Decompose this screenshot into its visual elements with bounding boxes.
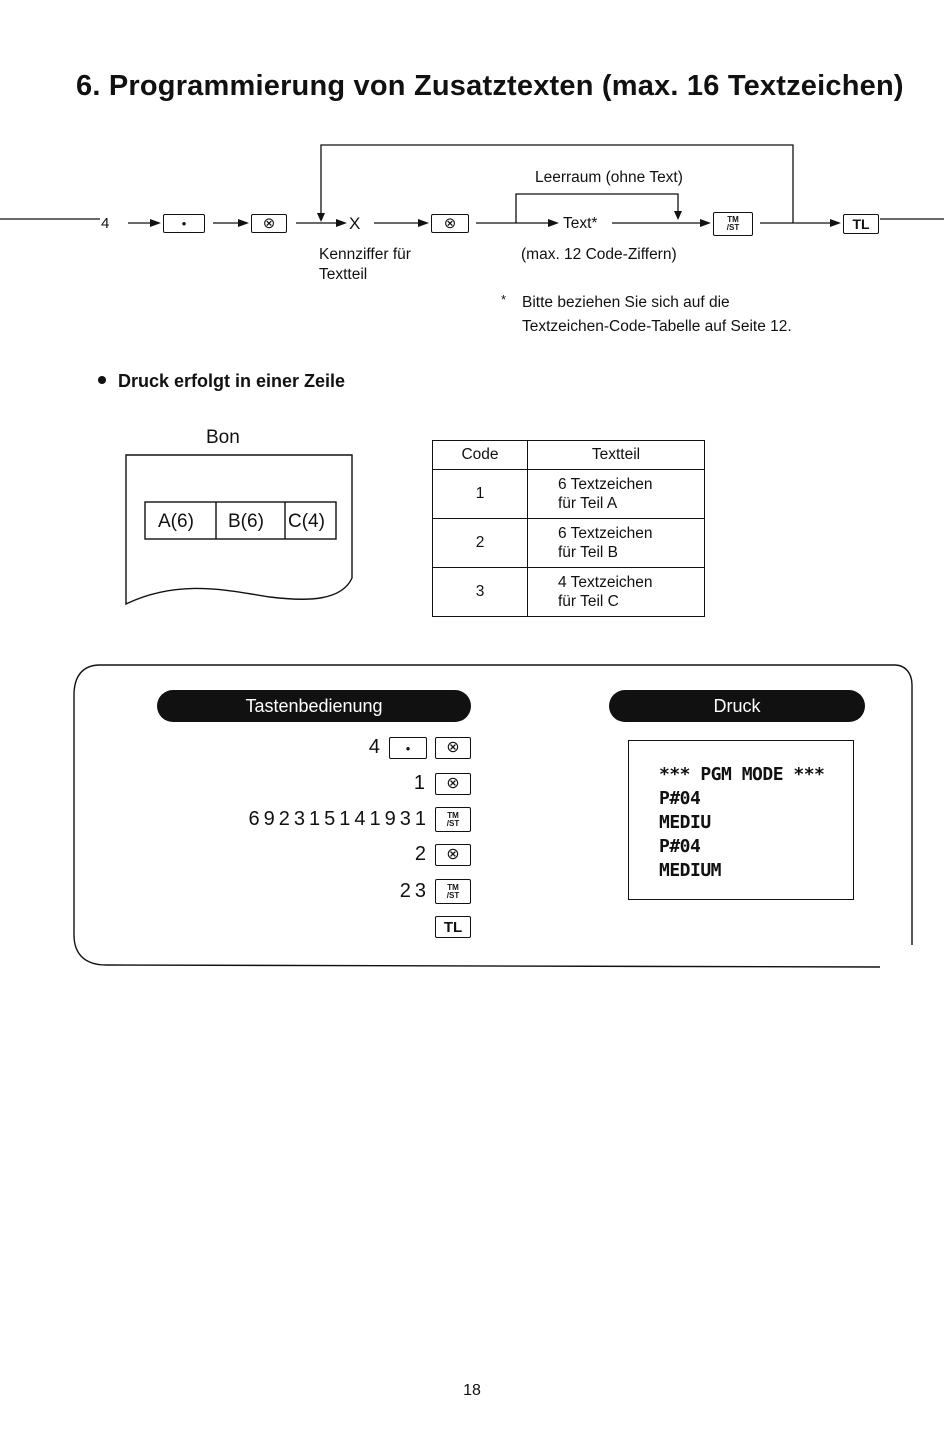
print-line-1: *** PGM MODE *** [659, 764, 825, 785]
multiply-key-1 [251, 214, 287, 233]
table-cell-textteil [528, 568, 705, 617]
cell-line1: 4 Textzeichen [558, 574, 653, 591]
table-cell-code: 3 [433, 568, 528, 617]
print-line-4: P#04 [659, 836, 701, 857]
cell-line2: für Teil B [558, 544, 619, 561]
druck-printout [628, 740, 854, 900]
op2-multiply-key [435, 773, 471, 795]
op2-number: 1 [413, 772, 429, 794]
cell-line1: 6 Textzeichen [558, 476, 653, 493]
bon-cell-b: B(6) [228, 511, 264, 532]
cell-line2: für Teil A [558, 495, 618, 512]
bullet-text: Druck erfolgt in einer Zeile [118, 371, 346, 391]
tl-key-label: TL [852, 216, 870, 232]
flow-start-number: 4 [101, 215, 110, 232]
footnote-line1: Bitte beziehen Sie sich auf die [522, 294, 730, 311]
cell-line2: für Teil C [558, 593, 619, 610]
print-line-5: MEDIUM [659, 860, 722, 881]
table-header-textteil: Textteil [528, 441, 705, 470]
tmst-bottom: /ST [446, 890, 460, 900]
footnote-line2: Textzeichen-Code-Tabelle auf Seite 12. [522, 318, 792, 335]
op4-number: 2 [414, 843, 430, 865]
bon-cell-c: C(4) [288, 511, 325, 532]
flow-x-label: X [349, 214, 361, 233]
op1-number: 4 [368, 736, 384, 758]
circle-x-icon: ⊗ [446, 775, 460, 792]
kennziffer-label-line1: Kennziffer für [319, 246, 411, 263]
table-cell-textteil [528, 519, 705, 568]
op6-tl-key [435, 916, 471, 938]
op5-number: 23 [399, 880, 430, 902]
table-header-row [433, 441, 705, 470]
table-cell-code: 1 [433, 470, 528, 519]
circle-x-icon: ⊗ [262, 215, 276, 232]
table-cell-textteil [528, 470, 705, 519]
tmst-top: TM [727, 215, 739, 224]
table-row [433, 519, 705, 568]
bon-cell-a: A(6) [158, 511, 194, 532]
op5-tmst-key [435, 879, 471, 904]
tmst-top: TM [447, 882, 459, 892]
page-number: 18 [463, 1382, 481, 1399]
circle-x-icon: ⊗ [443, 215, 457, 232]
tastenbedienung-header: Tastenbedienung [157, 690, 471, 722]
tmst-top: TM [447, 810, 459, 820]
table-header-code: Code [433, 441, 528, 470]
dot-key [163, 214, 205, 233]
druck-header: Druck [609, 690, 865, 722]
cell-line1: 6 Textzeichen [558, 525, 653, 542]
print-line-3: MEDIU [659, 812, 711, 833]
bon-label: Bon [206, 427, 240, 448]
bullet-icon [98, 376, 106, 384]
tmst-bottom: /ST [726, 223, 740, 232]
text-label: Text* [563, 215, 598, 232]
dot-key-label: • [181, 216, 187, 231]
code-table [432, 440, 705, 617]
table-row [433, 568, 705, 617]
circle-x-icon: ⊗ [446, 846, 460, 863]
print-line-2: P#04 [659, 788, 701, 809]
kennziffer-label-line2: Textteil [319, 266, 368, 283]
bullet-heading [98, 371, 345, 392]
tl-key-label: TL [443, 918, 463, 936]
page-title: 6. Programmierung von Zusatztexten (max. 16 Textzeichen) [76, 70, 904, 102]
op4-multiply-key [435, 844, 471, 866]
op1-dot-key [389, 737, 427, 759]
op3-tmst-key [435, 807, 471, 832]
tl-key-1 [843, 214, 879, 234]
footnote-star: * [501, 292, 507, 307]
flow-diagram-lines [0, 0, 944, 300]
max-code-label: (max. 12 Code-Ziffern) [521, 246, 677, 263]
table-row [433, 470, 705, 519]
circle-x-icon: ⊗ [446, 739, 460, 756]
tm-st-key-1 [713, 212, 753, 236]
multiply-key-2 [431, 214, 469, 233]
op3-number: 692315141931 [248, 808, 430, 830]
table-cell-code: 2 [433, 519, 528, 568]
leerraum-label: Leerraum (ohne Text) [535, 169, 683, 186]
dot-key-label: • [405, 740, 411, 756]
tmst-bottom: /ST [446, 818, 460, 828]
op1-multiply-key [435, 737, 471, 759]
